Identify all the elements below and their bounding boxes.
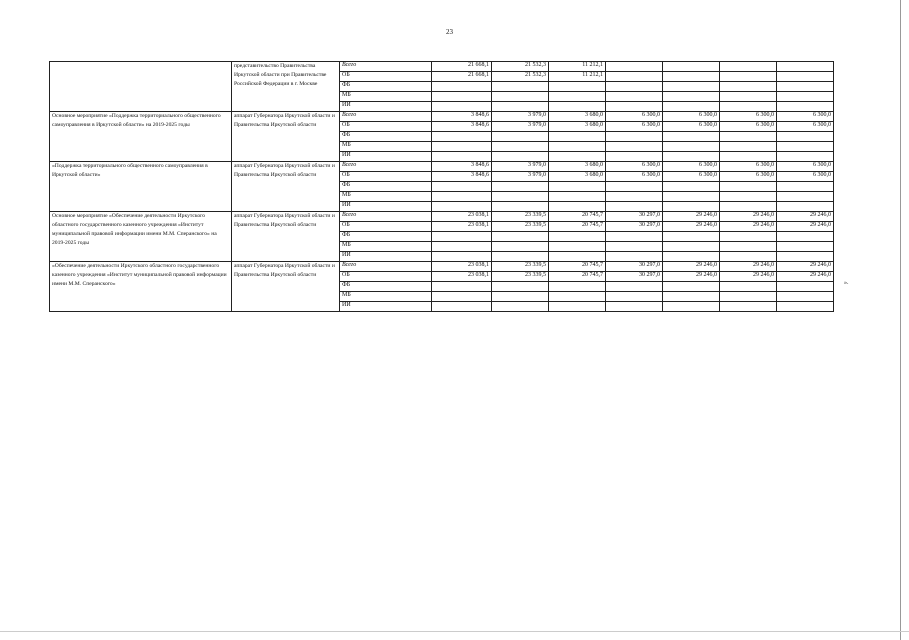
amount-cell	[663, 182, 720, 192]
amount-cell	[432, 232, 492, 242]
page-number: 23	[446, 28, 453, 36]
amount-cell: 29 246,0	[663, 272, 720, 282]
amount-cell	[606, 142, 663, 152]
amount-cell	[720, 192, 777, 202]
table-row	[50, 62, 834, 72]
amount-cell	[663, 302, 720, 312]
funding-source-cell: ИИ	[340, 252, 432, 262]
executor-cell: аппарат Губернатора Иркутской области и Правительства Иркутской области	[232, 162, 340, 212]
amount-cell	[777, 242, 834, 252]
amount-cell	[432, 182, 492, 192]
amount-cell: 29 246,0	[777, 272, 834, 282]
amount-cell	[663, 252, 720, 262]
funding-source-cell: ОБ	[340, 222, 432, 232]
amount-cell	[606, 152, 663, 162]
amount-cell	[549, 202, 606, 212]
amount-cell	[606, 192, 663, 202]
funding-source-cell: МБ	[340, 242, 432, 252]
budget-table	[49, 61, 834, 312]
amount-cell: 3 680,0	[549, 122, 606, 132]
amount-cell	[492, 142, 549, 152]
amount-cell	[549, 232, 606, 242]
table-row	[50, 162, 834, 172]
amount-cell: 3 848,6	[432, 172, 492, 182]
amount-cell	[432, 282, 492, 292]
amount-cell	[777, 202, 834, 212]
amount-cell	[720, 92, 777, 102]
funding-source-cell: ФБ	[340, 82, 432, 92]
amount-cell	[549, 282, 606, 292]
amount-cell	[432, 142, 492, 152]
amount-cell: 20 745,7	[549, 272, 606, 282]
amount-cell: 6 300,0	[606, 172, 663, 182]
amount-cell	[663, 232, 720, 242]
amount-cell: 30 297,0	[606, 262, 663, 272]
amount-cell: 6 300,0	[606, 112, 663, 122]
amount-cell	[606, 242, 663, 252]
amount-cell	[663, 72, 720, 82]
amount-cell	[663, 82, 720, 92]
amount-cell	[777, 82, 834, 92]
amount-cell	[720, 132, 777, 142]
amount-cell	[492, 252, 549, 262]
amount-cell	[720, 142, 777, 152]
amount-cell	[492, 132, 549, 142]
amount-cell	[720, 242, 777, 252]
amount-cell: 23 038,1	[432, 272, 492, 282]
amount-cell	[492, 282, 549, 292]
amount-cell: 21 532,3	[492, 62, 549, 72]
funding-source-cell: Всего	[340, 262, 432, 272]
funding-source-cell: ФБ	[340, 232, 432, 242]
amount-cell: 21 532,3	[492, 72, 549, 82]
executor-cell: представительство Правительства Иркутской области при Правительстве Российской Федерации в г. Москве	[232, 62, 340, 112]
amount-cell: 6 300,0	[606, 162, 663, 172]
amount-cell	[606, 72, 663, 82]
executor-cell: аппарат Губернатора Иркутской области и Правительства Иркутской области	[232, 112, 340, 162]
amount-cell	[492, 292, 549, 302]
amount-cell	[663, 92, 720, 102]
amount-cell	[492, 92, 549, 102]
amount-cell: 30 297,0	[606, 272, 663, 282]
funding-source-cell: Всего	[340, 112, 432, 122]
amount-cell: 6 300,0	[663, 172, 720, 182]
amount-cell	[549, 242, 606, 252]
amount-cell: 3 979,0	[492, 162, 549, 172]
amount-cell: 3 680,0	[549, 162, 606, 172]
amount-cell: 3 848,6	[432, 112, 492, 122]
amount-cell: 23 339,5	[492, 272, 549, 282]
amount-cell	[777, 152, 834, 162]
amount-cell: 3 979,0	[492, 112, 549, 122]
amount-cell	[432, 242, 492, 252]
table-row	[50, 212, 834, 222]
amount-cell: 29 246,0	[663, 222, 720, 232]
executor-cell: аппарат Губернатора Иркутской области и Правительства Иркутской области	[232, 212, 340, 262]
measure-description: «Обеспечение деятельности Иркутского областного государственного казенного учреждения «Институт муниципальной правовой информации имени М.М. Сперанского»	[50, 262, 232, 312]
amount-cell	[432, 82, 492, 92]
amount-cell	[663, 202, 720, 212]
amount-cell	[492, 82, 549, 92]
amount-cell: 29 246,0	[777, 222, 834, 232]
amount-cell	[432, 292, 492, 302]
executor-cell: аппарат Губернатора Иркутской области и Правительства Иркутской области	[232, 262, 340, 312]
amount-cell: 20 745,7	[549, 262, 606, 272]
amount-cell	[549, 192, 606, 202]
amount-cell	[549, 252, 606, 262]
funding-source-cell: ОБ	[340, 122, 432, 132]
amount-cell	[606, 282, 663, 292]
amount-cell	[549, 92, 606, 102]
amount-cell	[432, 302, 492, 312]
funding-source-cell: ОБ	[340, 272, 432, 282]
amount-cell	[720, 72, 777, 82]
amount-cell: 30 297,0	[606, 222, 663, 232]
amount-cell	[663, 102, 720, 112]
amount-cell: 20 745,7	[549, 222, 606, 232]
amount-cell: 30 297,0	[606, 212, 663, 222]
amount-cell	[720, 202, 777, 212]
funding-source-cell: ИИ	[340, 302, 432, 312]
amount-cell	[606, 62, 663, 72]
amount-cell: 29 246,0	[720, 212, 777, 222]
amount-cell: 6 300,0	[663, 162, 720, 172]
scan-edge-mark	[900, 0, 901, 640]
amount-cell: 3 680,0	[549, 172, 606, 182]
amount-cell: 23 339,5	[492, 222, 549, 232]
amount-cell	[777, 302, 834, 312]
amount-cell: 6 300,0	[663, 112, 720, 122]
amount-cell: 29 246,0	[663, 262, 720, 272]
amount-cell: 3 848,6	[432, 122, 492, 132]
amount-cell: 11 212,1	[549, 72, 606, 82]
amount-cell	[492, 232, 549, 242]
amount-cell: 3 848,6	[432, 162, 492, 172]
amount-cell	[663, 282, 720, 292]
amount-cell	[606, 202, 663, 212]
amount-cell	[720, 82, 777, 92]
amount-cell	[606, 92, 663, 102]
amount-cell: 6 300,0	[606, 122, 663, 132]
amount-cell: 29 246,0	[663, 212, 720, 222]
amount-cell: 29 246,0	[720, 262, 777, 272]
amount-cell	[432, 92, 492, 102]
amount-cell: 29 246,0	[720, 222, 777, 232]
amount-cell	[549, 292, 606, 302]
measure-description: Основное мероприятие «Поддержка территориального общественного самоуправления в Иркутской области» на 2019-2025 годы	[50, 112, 232, 162]
amount-cell	[492, 302, 549, 312]
amount-cell	[549, 102, 606, 112]
amount-cell	[777, 182, 834, 192]
amount-cell	[777, 142, 834, 152]
amount-cell	[492, 242, 549, 252]
amount-cell	[663, 142, 720, 152]
amount-cell	[720, 282, 777, 292]
amount-cell	[606, 252, 663, 262]
amount-cell	[492, 152, 549, 162]
amount-cell: 6 300,0	[720, 122, 777, 132]
amount-cell	[777, 102, 834, 112]
amount-cell	[606, 82, 663, 92]
amount-cell: 3 979,0	[492, 122, 549, 132]
amount-cell	[549, 302, 606, 312]
amount-cell: 23 339,5	[492, 212, 549, 222]
amount-cell	[777, 282, 834, 292]
scan-edge-mark	[0, 631, 909, 632]
amount-cell	[777, 132, 834, 142]
measure-description	[50, 62, 232, 112]
amount-cell	[663, 152, 720, 162]
amount-cell	[432, 252, 492, 262]
funding-source-cell: ИИ	[340, 202, 432, 212]
amount-cell	[720, 62, 777, 72]
amount-cell	[432, 202, 492, 212]
amount-cell: 6 300,0	[663, 122, 720, 132]
amount-cell: 6 300,0	[777, 162, 834, 172]
amount-cell	[606, 232, 663, 242]
amount-cell: 11 212,1	[549, 62, 606, 72]
amount-cell	[777, 92, 834, 102]
amount-cell: 3 680,0	[549, 112, 606, 122]
amount-cell: 29 246,0	[777, 212, 834, 222]
amount-cell	[777, 292, 834, 302]
amount-cell	[720, 292, 777, 302]
funding-source-cell: ИИ	[340, 102, 432, 112]
amount-cell	[720, 152, 777, 162]
amount-cell	[777, 232, 834, 242]
amount-cell	[492, 182, 549, 192]
amount-cell: 6 300,0	[720, 162, 777, 172]
amount-cell	[663, 62, 720, 72]
amount-cell	[720, 302, 777, 312]
amount-cell	[606, 302, 663, 312]
amount-cell: 23 038,1	[432, 212, 492, 222]
amount-cell	[549, 182, 606, 192]
amount-cell: 23 339,5	[492, 262, 549, 272]
amount-cell	[432, 152, 492, 162]
amount-cell	[492, 102, 549, 112]
amount-cell	[549, 82, 606, 92]
amount-cell	[432, 192, 492, 202]
amount-cell: 6 300,0	[720, 172, 777, 182]
amount-cell	[549, 142, 606, 152]
funding-source-cell: ФБ	[340, 132, 432, 142]
funding-source-cell: ОБ	[340, 72, 432, 82]
amount-cell	[492, 202, 549, 212]
amount-cell	[720, 182, 777, 192]
funding-source-cell: Всего	[340, 62, 432, 72]
amount-cell	[777, 72, 834, 82]
measure-description: «Поддержка территориального общественного самоуправления в Иркутской области»	[50, 162, 232, 212]
amount-cell	[720, 232, 777, 242]
amount-cell	[777, 252, 834, 262]
table-row	[50, 262, 834, 272]
amount-cell	[663, 192, 720, 202]
funding-source-cell: ОБ	[340, 172, 432, 182]
amount-cell: 23 038,1	[432, 222, 492, 232]
amount-cell: 21 668,1	[432, 72, 492, 82]
funding-source-cell: Всего	[340, 162, 432, 172]
funding-source-cell: МБ	[340, 192, 432, 202]
amount-cell	[663, 292, 720, 302]
amount-cell: 6 300,0	[777, 172, 834, 182]
amount-cell: 6 300,0	[777, 112, 834, 122]
amount-cell	[720, 252, 777, 262]
amount-cell	[606, 132, 663, 142]
amount-cell: 20 745,7	[549, 212, 606, 222]
amount-cell	[663, 242, 720, 252]
amount-cell	[777, 192, 834, 202]
funding-source-cell: ФБ	[340, 282, 432, 292]
amount-cell	[606, 182, 663, 192]
amount-cell	[720, 102, 777, 112]
amount-cell	[432, 102, 492, 112]
amount-cell	[549, 132, 606, 142]
funding-source-cell: ФБ	[340, 182, 432, 192]
amount-cell: 29 246,0	[777, 262, 834, 272]
amount-cell: 21 668,1	[432, 62, 492, 72]
amount-cell	[549, 152, 606, 162]
funding-source-cell: Всего	[340, 212, 432, 222]
amount-cell	[606, 292, 663, 302]
closing-quote-mark: ».	[844, 280, 849, 286]
measure-description: Основное мероприятие «Обеспечение деятельности Иркутского областного государственного казенного учреждения «Институт муниципальной правовой информации имени М.М. Сперанского» на 2019-2025 годы	[50, 212, 232, 262]
amount-cell	[663, 132, 720, 142]
funding-source-cell: МБ	[340, 292, 432, 302]
amount-cell	[777, 62, 834, 72]
amount-cell: 23 038,1	[432, 262, 492, 272]
amount-cell: 29 246,0	[720, 272, 777, 282]
amount-cell	[492, 192, 549, 202]
funding-source-cell: ИИ	[340, 152, 432, 162]
amount-cell	[432, 132, 492, 142]
amount-cell: 6 300,0	[720, 112, 777, 122]
amount-cell	[606, 102, 663, 112]
amount-cell: 3 979,0	[492, 172, 549, 182]
amount-cell: 6 300,0	[777, 122, 834, 132]
funding-source-cell: МБ	[340, 92, 432, 102]
table-row	[50, 112, 834, 122]
funding-source-cell: МБ	[340, 142, 432, 152]
